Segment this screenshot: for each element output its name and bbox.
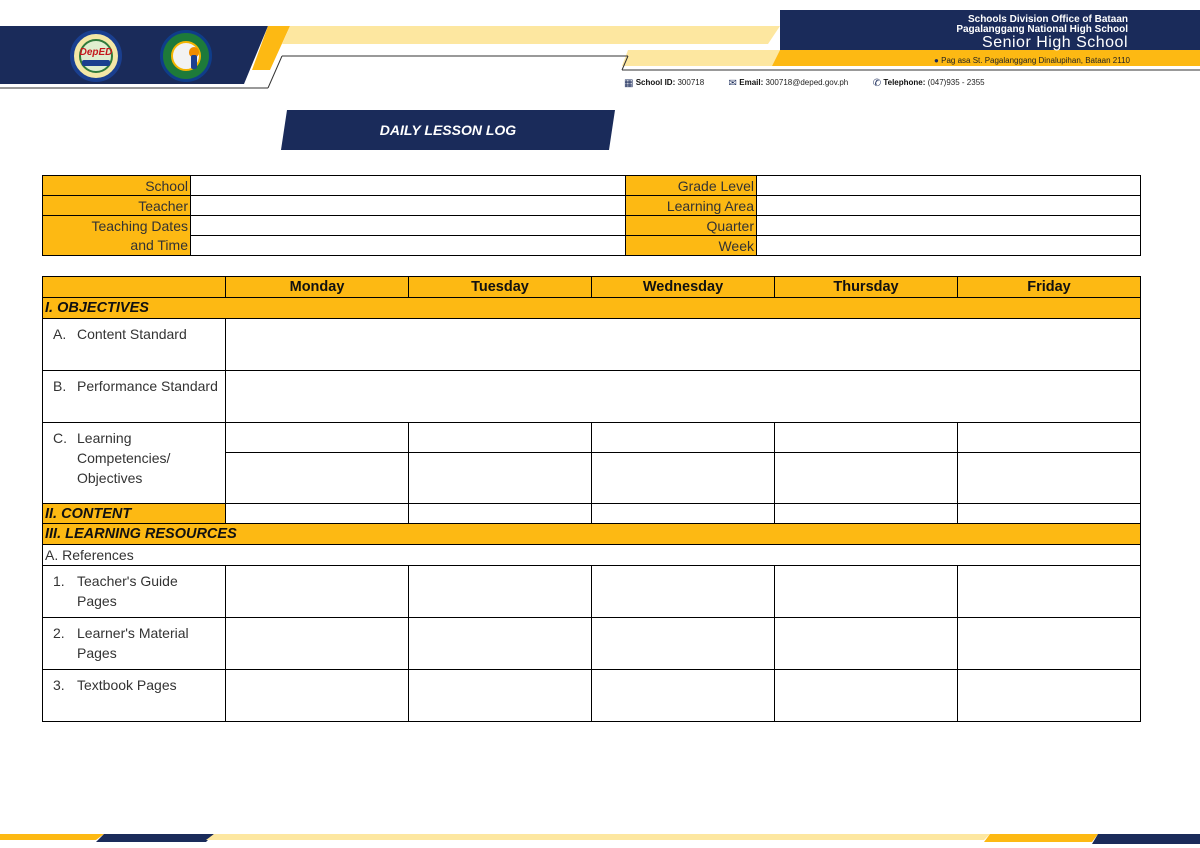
quarter-label: Quarter — [626, 216, 757, 236]
tb-thursday-field[interactable] — [775, 670, 958, 722]
tg-monday-field[interactable] — [226, 566, 409, 618]
tg-friday-field[interactable] — [958, 566, 1141, 618]
tb-friday-field[interactable] — [958, 670, 1141, 722]
deped-seal-icon — [70, 30, 122, 82]
teachers-guide-text: Teacher's Guide Pages — [77, 573, 178, 609]
competencies-wednesday-field[interactable] — [592, 423, 775, 453]
objectives-friday-field[interactable] — [958, 453, 1141, 504]
content-standard-text: Content Standard — [77, 326, 187, 342]
division-name: Schools Division Office of Bataan — [967, 14, 1128, 25]
telephone-label: Telephone: — [883, 78, 926, 87]
day-header-monday: Monday — [226, 277, 409, 298]
lm-tuesday-field[interactable] — [409, 618, 592, 670]
learning-competencies-label — [43, 423, 226, 504]
email-icon: ✉ — [728, 78, 738, 89]
teaching-dates-field[interactable] — [191, 216, 626, 236]
grade-level-field[interactable] — [757, 176, 1141, 196]
school-field[interactable] — [191, 176, 626, 196]
tb-tuesday-field[interactable] — [409, 670, 592, 722]
week-label: Week — [626, 236, 757, 256]
email-value: 300718@deped.gov.ph — [765, 78, 849, 87]
competencies-friday-field[interactable] — [958, 423, 1141, 453]
quarter-field[interactable] — [757, 216, 1141, 236]
objectives-monday-field[interactable] — [226, 453, 409, 504]
objectives-section-header: I. OBJECTIVES — [43, 298, 1141, 319]
objectives-thursday-field[interactable] — [775, 453, 958, 504]
references-subheader: A. References — [43, 545, 1141, 566]
tb-wednesday-field[interactable] — [592, 670, 775, 722]
grade-level-label: Grade Level — [626, 176, 757, 196]
learning-area-field[interactable] — [757, 196, 1141, 216]
header-corner-cell — [43, 277, 226, 298]
textbook-pages-label — [43, 670, 226, 722]
teachers-guide-label — [43, 566, 226, 618]
learning-competencies-text: Learning Competencies/ Objectives — [77, 430, 171, 486]
teachers-guide-number: 1. — [53, 573, 65, 589]
phone-icon: ✆ — [872, 78, 882, 89]
objectives-tuesday-field[interactable] — [409, 453, 592, 504]
content-tuesday-field[interactable] — [409, 504, 592, 524]
content-monday-field[interactable] — [226, 504, 409, 524]
lm-thursday-field[interactable] — [775, 618, 958, 670]
teaching-time-field[interactable] — [191, 236, 626, 256]
content-standard-label — [43, 319, 226, 371]
teaching-dates-label: Teaching Dates — [43, 216, 191, 236]
day-header-thursday: Thursday — [775, 277, 958, 298]
week-field[interactable] — [757, 236, 1141, 256]
school-id-label: School ID: — [635, 78, 676, 87]
teaching-time-label: and Time — [43, 236, 191, 256]
learning-competencies-letter: C. — [53, 430, 67, 446]
tg-wednesday-field[interactable] — [592, 566, 775, 618]
tg-thursday-field[interactable] — [775, 566, 958, 618]
footer-stripe — [0, 828, 1200, 848]
school-address — [934, 56, 1130, 65]
competencies-thursday-field[interactable] — [775, 423, 958, 453]
building-icon: ▦ — [624, 78, 634, 89]
telephone-value: (047)935 - 2355 — [927, 78, 985, 87]
school-name: Pagalanggang National High School — [956, 24, 1128, 35]
learning-area-label: Learning Area — [626, 196, 757, 216]
address-text: Pag asa St. Pagalanggang Dinalupihan, Bataan 2110 — [941, 56, 1130, 65]
textbook-pages-text: Textbook Pages — [77, 677, 177, 693]
lesson-log-table — [42, 276, 1141, 722]
content-standard-letter: A. — [53, 326, 67, 342]
lm-friday-field[interactable] — [958, 618, 1141, 670]
performance-standard-text: Performance Standard — [77, 378, 218, 394]
lesson-info-table — [42, 175, 1141, 256]
objectives-wednesday-field[interactable] — [592, 453, 775, 504]
day-header-friday: Friday — [958, 277, 1141, 298]
document-title-banner — [281, 110, 615, 150]
school-label: School — [43, 176, 191, 196]
day-header-wednesday: Wednesday — [592, 277, 775, 298]
learners-material-text: Learner's Material Pages — [77, 625, 189, 661]
textbook-pages-number: 3. — [53, 677, 65, 693]
tb-monday-field[interactable] — [226, 670, 409, 722]
performance-standard-field[interactable] — [226, 371, 1141, 423]
day-header-tuesday: Tuesday — [409, 277, 592, 298]
tg-tuesday-field[interactable] — [409, 566, 592, 618]
content-section-header: II. CONTENT — [43, 504, 226, 524]
email-label: Email: — [739, 78, 764, 87]
location-pin-icon: ● — [934, 56, 939, 65]
performance-standard-letter: B. — [53, 378, 67, 394]
learning-resources-section-header: III. LEARNING RESOURCES — [43, 524, 1141, 545]
performance-standard-label — [43, 371, 226, 423]
teacher-field[interactable] — [191, 196, 626, 216]
competencies-tuesday-field[interactable] — [409, 423, 592, 453]
content-wednesday-field[interactable] — [592, 504, 775, 524]
competencies-monday-field[interactable] — [226, 423, 409, 453]
lm-monday-field[interactable] — [226, 618, 409, 670]
content-friday-field[interactable] — [958, 504, 1141, 524]
contact-strip — [624, 78, 985, 89]
lm-wednesday-field[interactable] — [592, 618, 775, 670]
school-seal-icon — [160, 30, 212, 82]
learners-material-number: 2. — [53, 625, 65, 641]
content-thursday-field[interactable] — [775, 504, 958, 524]
program-name: Senior High School — [982, 34, 1128, 51]
content-standard-field[interactable] — [226, 319, 1141, 371]
learners-material-label — [43, 618, 226, 670]
deped-logo-text: DepED — [79, 47, 113, 58]
teacher-label: Teacher — [43, 196, 191, 216]
document-title: DAILY LESSON LOG — [379, 122, 517, 138]
school-id-value: 300718 — [677, 78, 705, 87]
